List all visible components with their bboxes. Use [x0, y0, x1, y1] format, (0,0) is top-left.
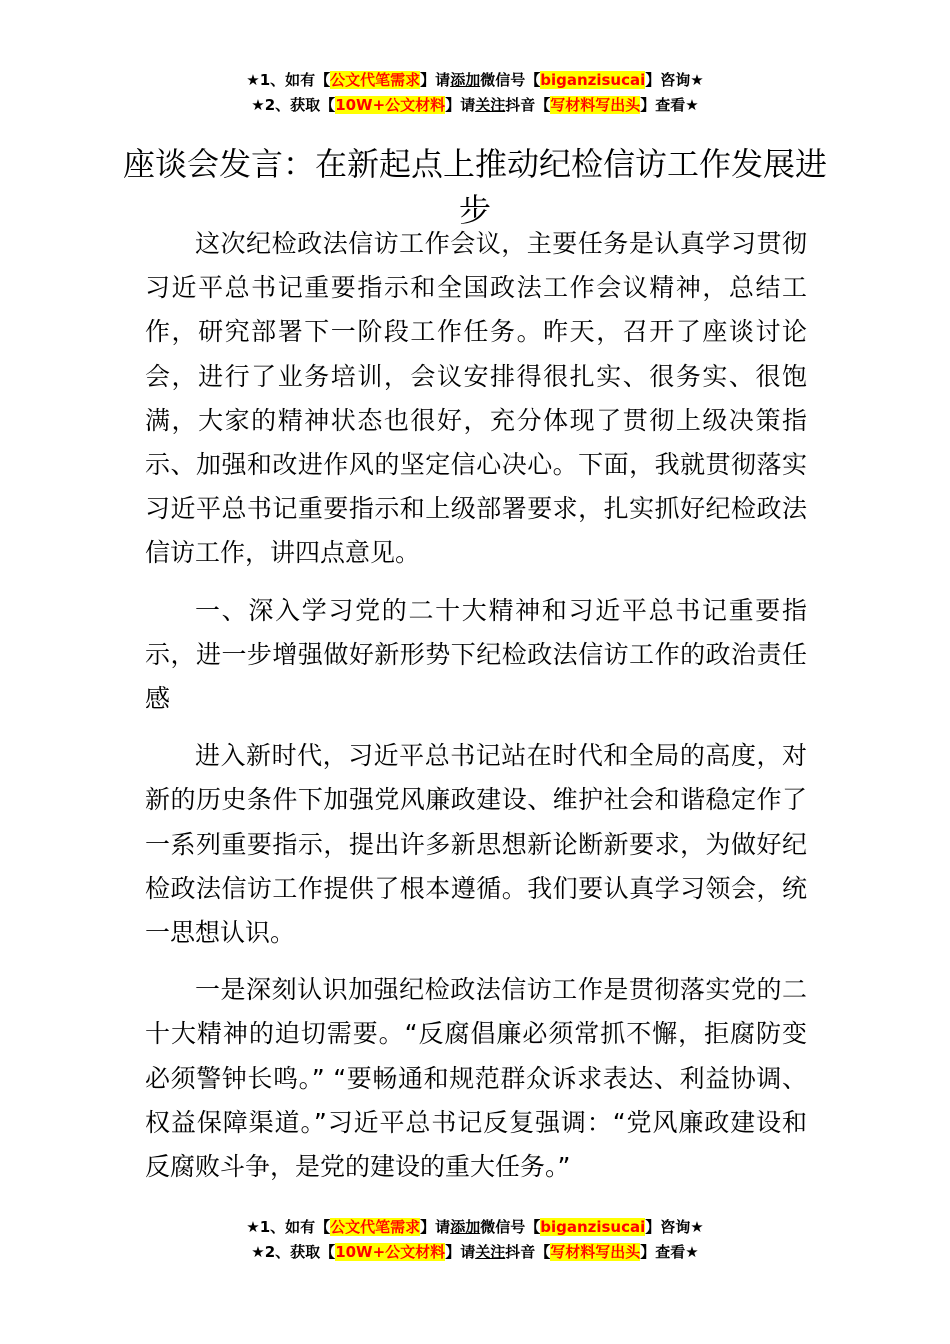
banner-text: 】请 — [420, 71, 451, 89]
highlight-wechat-id: biganzisucai — [540, 71, 646, 89]
banner-text: 】咨询★ — [645, 71, 704, 89]
highlight-materials: 10W+公文材料 — [335, 1243, 446, 1261]
banner-text: 微信号【 — [480, 1218, 541, 1236]
banner-text: 】查看★ — [640, 1243, 699, 1261]
banner-line-1 — [0, 1215, 950, 1240]
banner-text: 抖音【 — [505, 96, 551, 114]
highlight-service: 公文代笔需求 — [330, 71, 421, 89]
banner-underlined-text: 关注 — [475, 1243, 506, 1261]
banner-text: 抖音【 — [505, 1243, 551, 1261]
document-body — [145, 222, 807, 1202]
banner-underlined-text: 添加 — [450, 1218, 481, 1236]
banner-text: 微信号【 — [480, 71, 541, 89]
banner-text: 】请 — [420, 1218, 451, 1236]
top-banner — [0, 68, 950, 118]
banner-text: ★1、如有【 — [246, 1218, 331, 1236]
paragraph-section-heading-1: 一、深入学习党的二十大精神和习近平总书记重要指示，进一步增强做好新形势下纪检政法信访工作的政治责任感 — [145, 595, 807, 714]
highlight-materials: 10W+公文材料 — [335, 96, 446, 114]
banner-line-2 — [0, 93, 950, 118]
document-title: 座谈会发言：在新起点上推动纪检信访工作发展进步 — [122, 145, 827, 230]
banner-text: 】请 — [445, 1243, 476, 1261]
highlight-douyin-account: 写材料写出头 — [550, 96, 641, 114]
banner-text: ★2、获取【 — [251, 1243, 336, 1261]
highlight-service: 公文代笔需求 — [330, 1218, 421, 1236]
paragraph-point-one: 一是深刻认识加强纪检政法信访工作是贯彻落实党的二十大精神的迫切需要。“反腐倡廉必须常抓不懈，拒腐防变必须警钟长鸣。” “要畅通和规范群众诉求表达、利益协调、权益保障渠道。”习近平总书记反复强调：“党风廉政建设和反腐败斗争，是党的建设的重大任务。” — [145, 975, 807, 1182]
banner-text: 】查看★ — [640, 96, 699, 114]
highlight-wechat-id: biganzisucai — [540, 1218, 646, 1236]
banner-line-1 — [0, 68, 950, 93]
paragraph-new-era: 进入新时代，习近平总书记站在时代和全局的高度，对新的历史条件下加强党风廉政建设、维护社会和谐稳定作了一系列重要指示，提出许多新思想新论断新要求，为做好纪检政法信访工作提供了根本遵循。我们要认真学习领会，统一思想认识。 — [145, 741, 807, 948]
banner-text: ★2、获取【 — [251, 96, 336, 114]
banner-text: 】请 — [445, 96, 476, 114]
bottom-banner — [0, 1215, 950, 1265]
banner-underlined-text: 添加 — [450, 71, 481, 89]
banner-line-2 — [0, 1240, 950, 1265]
paragraph-intro: 这次纪检政法信访工作会议，主要任务是认真学习贯彻习近平总书记重要指示和全国政法工作会议精神，总结工作，研究部署下一阶段工作任务。昨天，召开了座谈讨论会，进行了业务培训，会议安排得很扎实、很务实、很饱满，大家的精神状态也很好，充分体现了贯彻上级决策指示、加强和改进作风的坚定信心决心。下面，我就贯彻落实习近平总书记重要指示和上级部署要求，扎实抓好纪检政法信访工作，讲四点意见。 — [145, 229, 807, 568]
banner-text: 】咨询★ — [645, 1218, 704, 1236]
banner-underlined-text: 关注 — [475, 96, 506, 114]
banner-text: ★1、如有【 — [246, 71, 331, 89]
highlight-douyin-account: 写材料写出头 — [550, 1243, 641, 1261]
